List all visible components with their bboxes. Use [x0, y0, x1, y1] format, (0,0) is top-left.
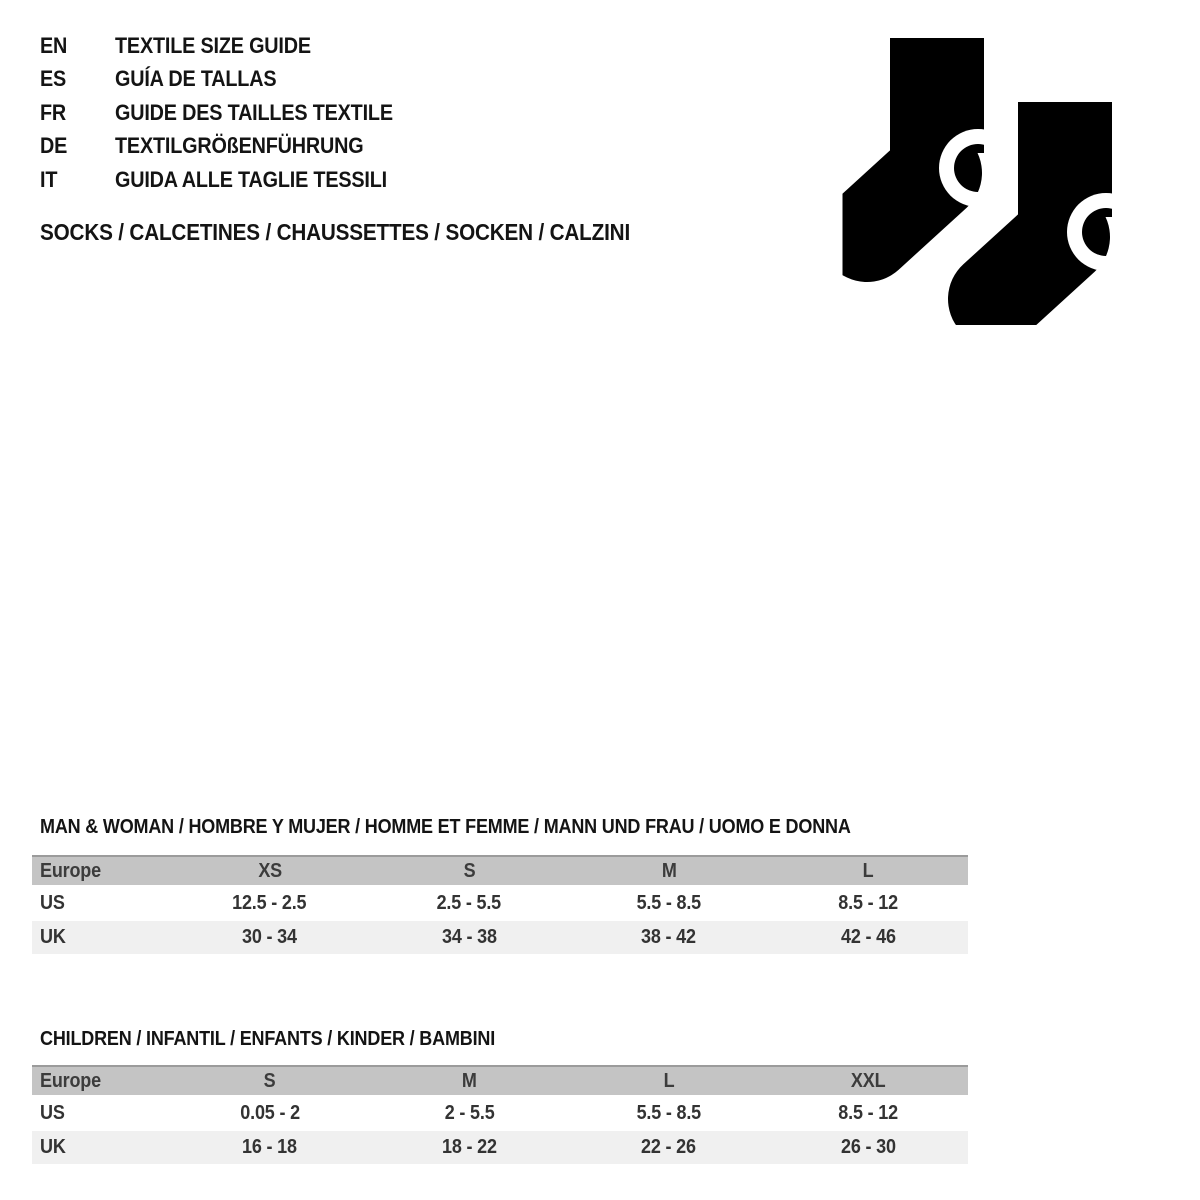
size-value-cell: 18 - 22 [370, 1131, 570, 1165]
language-code: DE [40, 133, 68, 159]
table-header-row [32, 856, 968, 886]
size-value-cell: 0.05 - 2 [170, 1096, 370, 1131]
size-value-cell: 26 - 30 [769, 1131, 969, 1165]
header-cell-size: M [370, 1066, 570, 1096]
size-value-cell: 42 - 46 [769, 921, 969, 955]
table-row-us [32, 886, 968, 921]
size-value-cell: 16 - 18 [170, 1131, 370, 1165]
header-cell-size: XXL [769, 1066, 969, 1096]
size-value-cell: 34 - 38 [370, 921, 570, 955]
product-category-title: SOCKS / CALCETINES / CHAUSSETTES / SOCKEN / CALZINI [40, 219, 631, 245]
language-guide-list [40, 29, 424, 197]
language-title: GUIDE DES TAILLES TEXTILE [115, 99, 393, 125]
language-row-it [40, 163, 424, 197]
row-label: UK [32, 921, 170, 955]
row-label: US [32, 1096, 170, 1131]
size-value-cell: 2.5 - 5.5 [370, 886, 570, 921]
man-woman-section-title: MAN & WOMAN / HOMBRE Y MUJER / HOMME ET FEMME / MANN UND FRAU / UOMO E DONNA [40, 816, 851, 838]
children-section-title: CHILDREN / INFANTIL / ENFANTS / KINDER / BAMBINI [40, 1028, 496, 1050]
language-row-de [40, 130, 424, 164]
size-value-cell: 22 - 26 [569, 1131, 769, 1165]
table-row-uk [32, 921, 968, 955]
socks-icon [810, 25, 1120, 360]
language-code: EN [40, 32, 68, 58]
language-title: TEXTILE SIZE GUIDE [115, 32, 311, 58]
language-code: ES [40, 66, 67, 92]
table-row-uk [32, 1131, 968, 1165]
language-title: GUÍA DE TALLAS [115, 66, 277, 92]
language-code: IT [40, 166, 58, 192]
row-label: UK [32, 1131, 170, 1165]
language-code: FR [40, 99, 67, 125]
row-label: US [32, 886, 170, 921]
language-row-fr [40, 96, 424, 130]
language-row-en [40, 29, 424, 63]
size-value-cell: 38 - 42 [569, 921, 769, 955]
language-row-es [40, 63, 424, 97]
size-value-cell: 8.5 - 12 [769, 886, 969, 921]
header-cell-size: S [370, 856, 570, 886]
header-cell-size: XS [170, 856, 370, 886]
size-value-cell: 5.5 - 8.5 [569, 1096, 769, 1131]
header-cell-size: L [569, 1066, 769, 1096]
header-cell-size: M [569, 856, 769, 886]
header-cell-region: Europe [32, 856, 170, 886]
header-cell-region: Europe [32, 1066, 170, 1096]
size-value-cell: 5.5 - 8.5 [569, 886, 769, 921]
header-cell-size: S [170, 1066, 370, 1096]
sock-right [995, 102, 1112, 299]
language-title: TEXTILGRÖßENFÜHRUNG [115, 133, 364, 159]
size-value-cell: 8.5 - 12 [769, 1096, 969, 1131]
size-value-cell: 2 - 5.5 [370, 1096, 570, 1131]
header-cell-size: L [769, 856, 969, 886]
children-size-table [32, 1065, 968, 1164]
language-title: GUIDA ALLE TAGLIE TESSILI [115, 166, 387, 192]
man-woman-size-table [32, 855, 968, 954]
table-row-us [32, 1096, 968, 1131]
sock-left [867, 38, 984, 235]
size-value-cell: 12.5 - 2.5 [170, 886, 370, 921]
table-header-row [32, 1066, 968, 1096]
size-value-cell: 30 - 34 [170, 921, 370, 955]
